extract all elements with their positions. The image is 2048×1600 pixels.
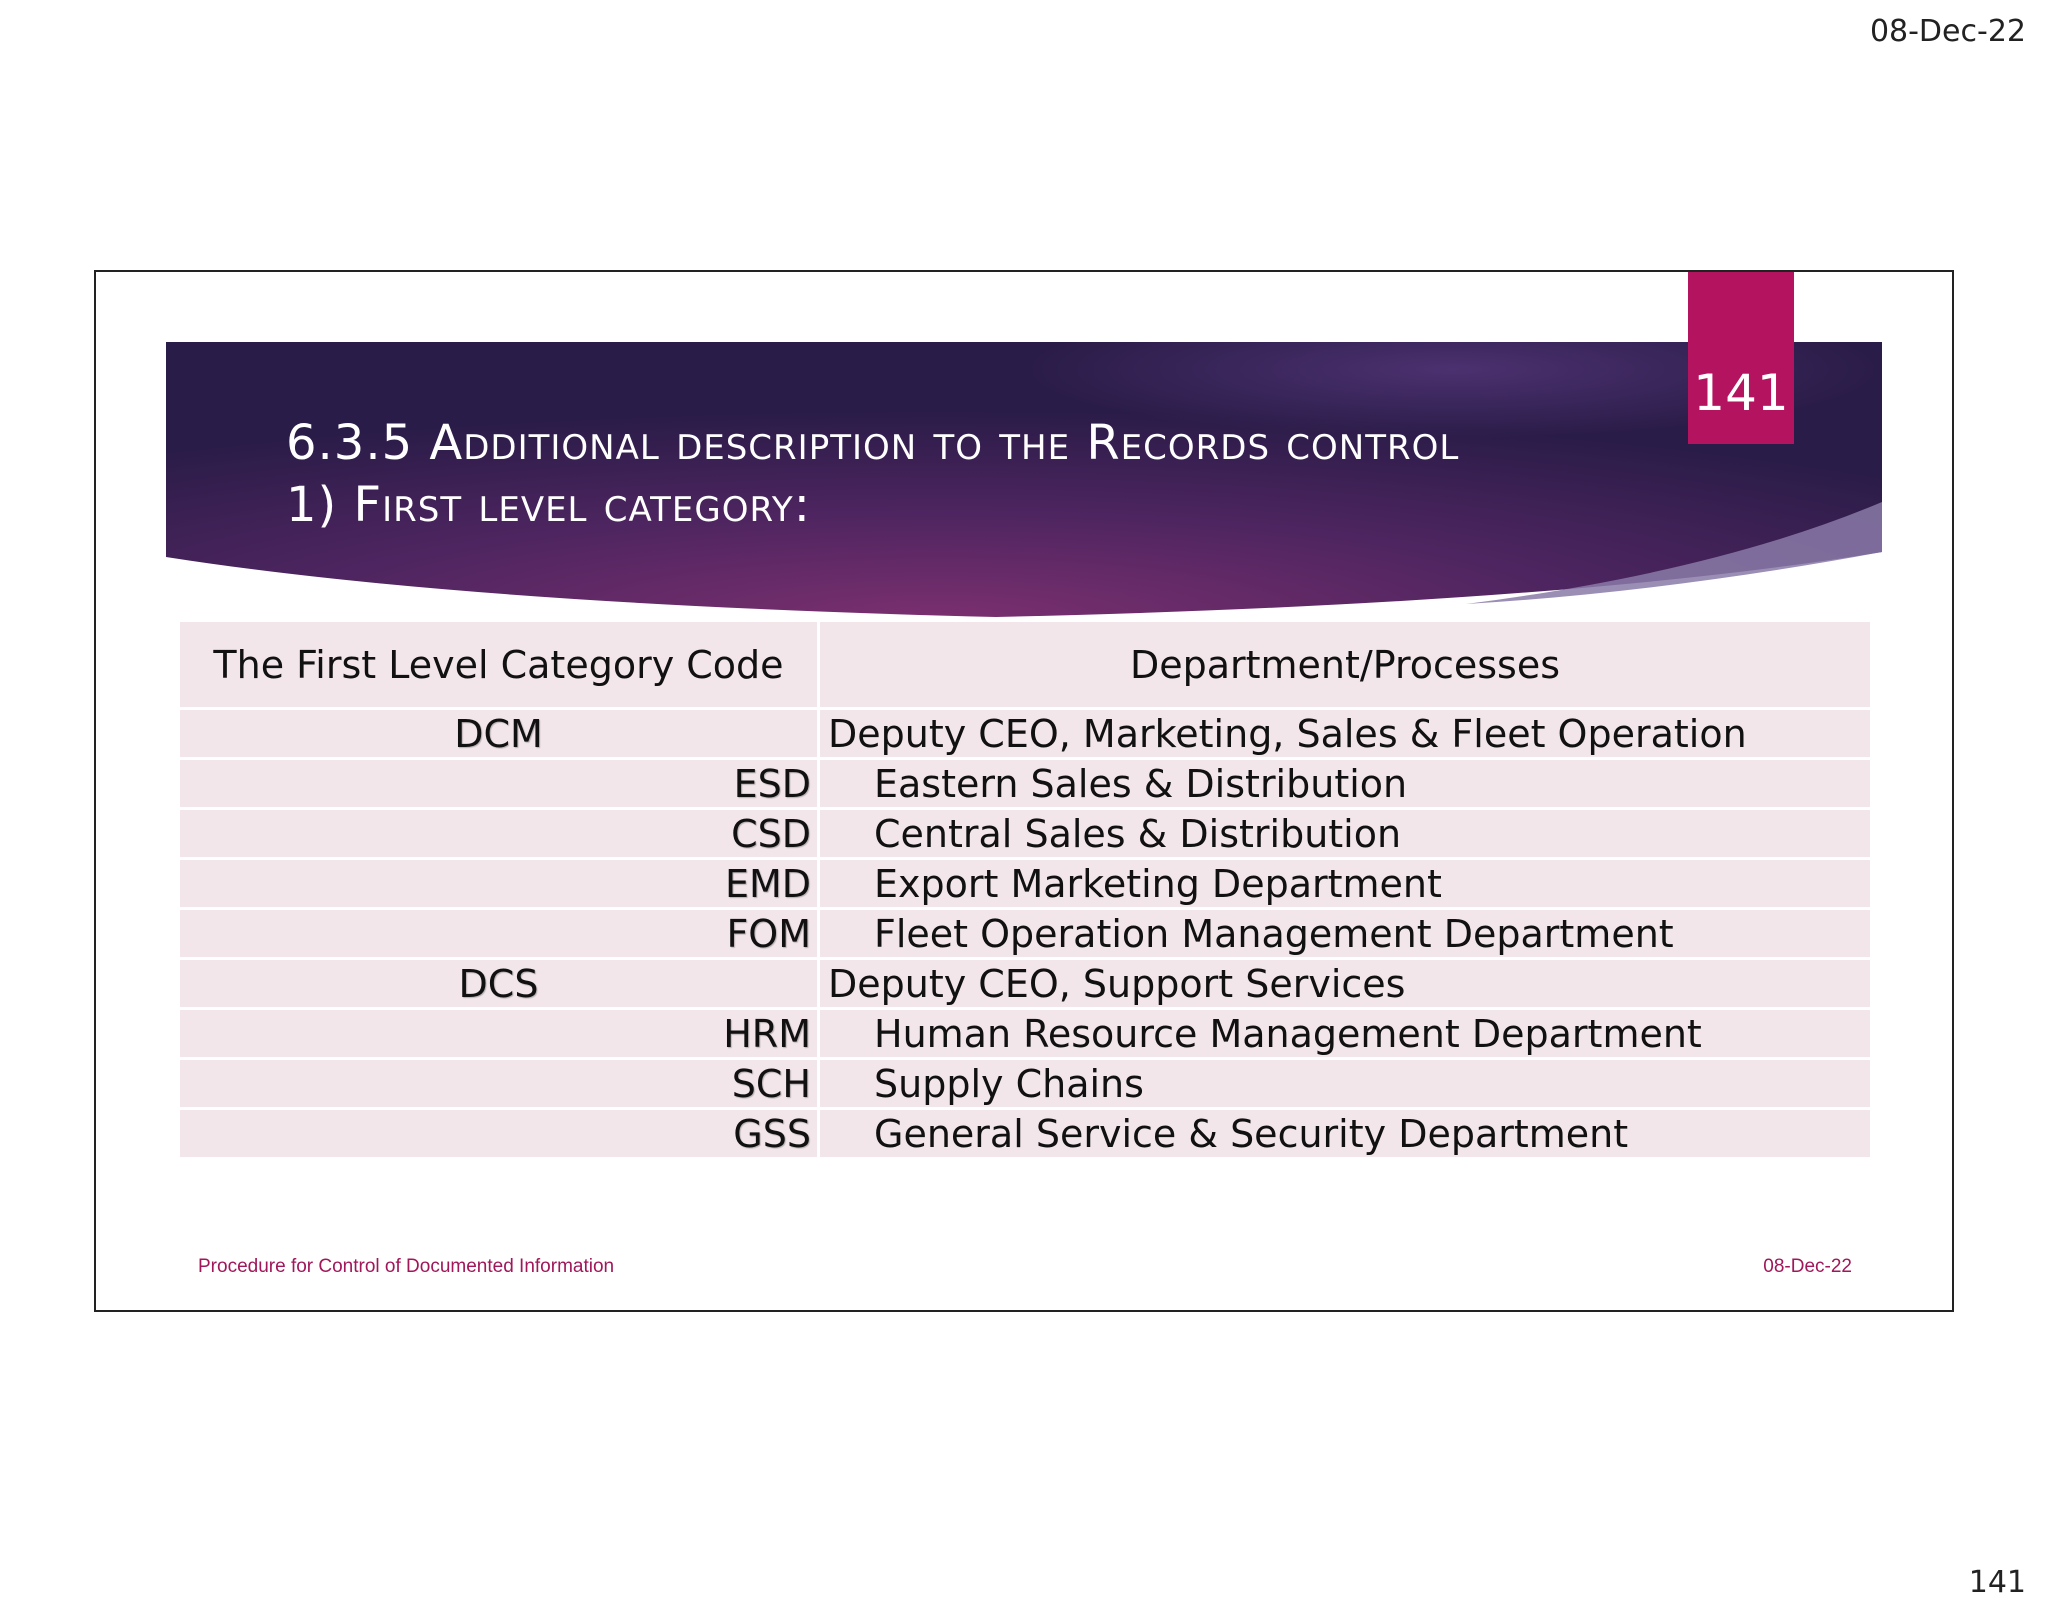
print-header-date: 08-Dec-22 [1869, 14, 2026, 49]
category-code-cell [180, 810, 820, 857]
slide-frame [94, 270, 1954, 1312]
department-cell: Deputy CEO, Support Services [820, 960, 1870, 1007]
table-row [180, 1010, 1870, 1060]
department-cell: Supply Chains [820, 1060, 1870, 1107]
department-cell: Central Sales & Distribution [820, 810, 1870, 857]
table-row [180, 960, 1870, 1010]
table-row [180, 1110, 1870, 1160]
column-header-code: The First Level Category Code [180, 622, 820, 707]
department-cell: Fleet Operation Management Department [820, 910, 1870, 957]
category-code: HRM [723, 1011, 811, 1056]
category-code-cell [180, 710, 820, 757]
category-code-cell [180, 1110, 820, 1157]
table-body [180, 710, 1870, 1160]
print-page-number: 141 [1968, 1565, 2026, 1600]
category-code-cell [180, 860, 820, 907]
department-cell: Human Resource Management Department [820, 1010, 1870, 1057]
table-row [180, 860, 1870, 910]
footer-date: 08-Dec-22 [1763, 1256, 1852, 1277]
footer-document-title: Procedure for Control of Documented Information [198, 1256, 615, 1277]
table-header-row [180, 622, 1870, 710]
category-code-cell [180, 1060, 820, 1107]
department-cell: General Service & Security Department [820, 1110, 1870, 1157]
department-cell: Export Marketing Department [820, 860, 1870, 907]
category-code: FOM [726, 911, 811, 956]
category-code-cell [180, 1010, 820, 1057]
category-code: CSD [731, 811, 811, 856]
category-code: SCH [731, 1061, 811, 1106]
table-row [180, 710, 1870, 760]
category-table [180, 622, 1870, 1160]
column-header-department: Department/Processes [820, 622, 1870, 707]
category-code-cell [180, 960, 820, 1007]
slide-number-badge: 141 [1688, 272, 1794, 444]
slide-title [286, 412, 1586, 536]
category-code-cell [180, 910, 820, 957]
table-row [180, 910, 1870, 960]
slide-title-line1: 6.3.5 Additional description to the Records control [286, 415, 1460, 471]
table-row [180, 1060, 1870, 1110]
category-code: DCS [458, 961, 539, 1006]
slide-title-line2: 1) First level category: [286, 477, 811, 533]
category-code: EMD [724, 861, 811, 906]
department-cell: Deputy CEO, Marketing, Sales & Fleet Operation [820, 710, 1870, 757]
category-code: ESD [733, 761, 811, 806]
category-code: GSS [733, 1111, 811, 1156]
department-cell: Eastern Sales & Distribution [820, 760, 1870, 807]
category-code: DCM [454, 711, 543, 756]
table-row [180, 760, 1870, 810]
table-row [180, 810, 1870, 860]
category-code-cell [180, 760, 820, 807]
